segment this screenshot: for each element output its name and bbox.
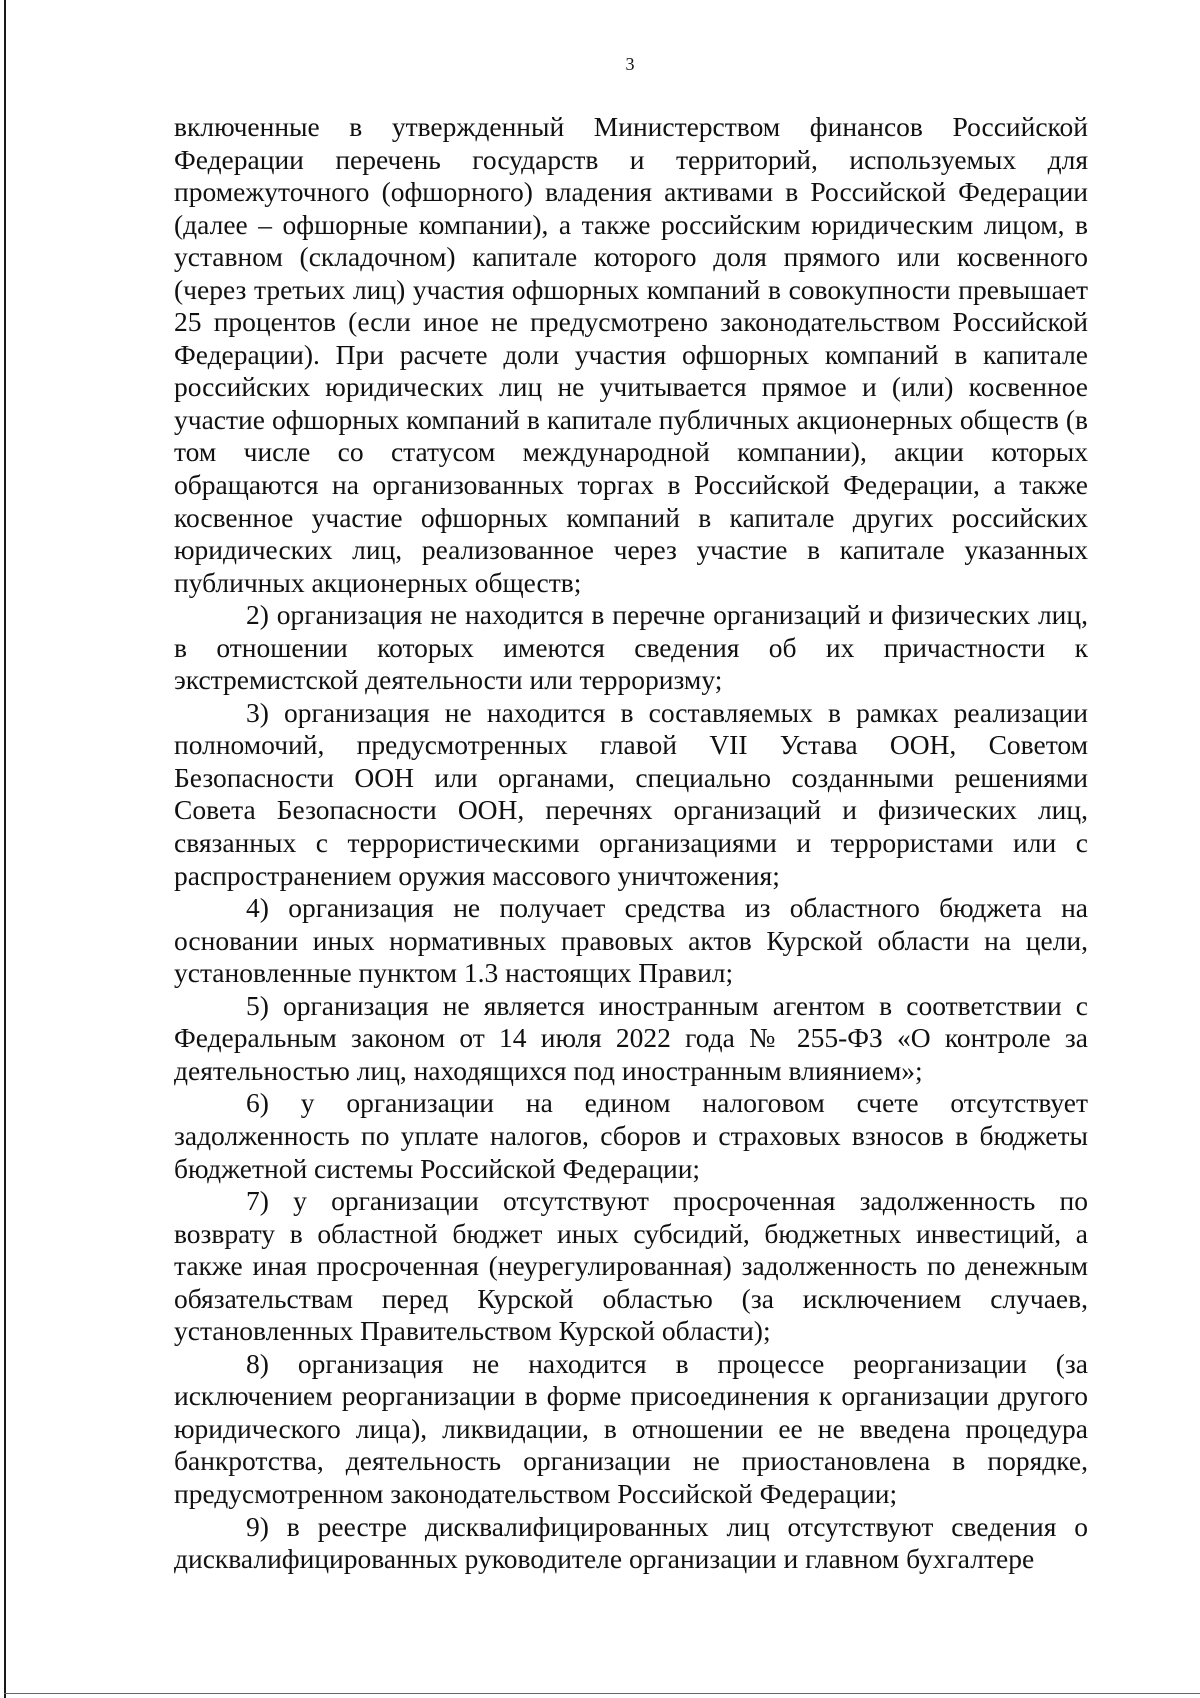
paragraph-item-2: 2) организация не находится в перечне организаций и физических лиц, в отношении которых имеются сведения об их причастности к экстремистской деятельности или терроризму; (174, 599, 1088, 696)
paragraph-item-3: 3) организация не находится в составляемых в рамках реализации полномочий, предусмотренных главой VII Устава ООН, Советом Безопасности ООН или органами, специально созданными решениями Совета Безопасности ООН, перечнях организаций и физических лиц, связанных с террористическими организациями и террористами или с распространением оружия массового уничтожения; (174, 696, 1088, 891)
paragraph-item-6: 6) у организации на едином налоговом счете отсутствует задолженность по уплате налогов, сборов и страховых взносов в бюджеты бюджетной системы Российской Федерации; (174, 1087, 1088, 1184)
scan-bottom-edge (4, 1693, 1200, 1694)
paragraph-continuation: включенные в утвержденный Министерством финансов Российской Федерации перечень государств и территорий, используемых для промежуточного (офшорного) владения активами в Российской Федерации (далее – офшорные компании), а также российским юридическим лицом, в уставном (складочном) капитале которого доля прямого или косвенного (через третьих лиц) участия офшорных компаний в совокупности превышает 25 процентов (если иное не предусмотрено законодательством Российской Федерации). При расчете доли участия офшорных компаний в капитале российских юридических лиц не учитывается прямое и (или) косвенное участие офшорных компаний в капитале публичных акционерных обществ (в том числе со статусом международной компании), акции которых обращаются на организованных торгах в Российской Федерации, а также косвенное участие офшорных компаний в капитале других российских юридических лиц, реализованное через участие в капитале указанных публичных акционерных обществ; (174, 111, 1088, 598)
scan-left-edge (4, 0, 6, 1698)
paragraph-item-8: 8) организация не находится в процессе реорганизации (за исключением реорганизации в форме присоединения к организации другого юридического лица), ликвидации, в отношении ее не введена процедура банкротства, деятельность организации не приостановлена в порядке, предусмотренном законодательством Российской Федерации; (174, 1347, 1088, 1509)
paragraph-item-7: 7) у организации отсутствуют просроченная задолженность по возврату в областной бюджет иных субсидий, бюджетных инвестиций, а также иная просроченная (неурегулированная) задолженность по денежным обязательствам перед Курской областью (за исключением случаев, установленных Правительством Курской области); (174, 1185, 1088, 1347)
page-number: 3 (625, 54, 635, 74)
paragraph-item-9: 9) в реестре дисквалифицированных лиц отсутствуют сведения о дисквалифицированных руководителе организации и главном бухгалтере (174, 1510, 1088, 1575)
paragraph-item-4: 4) организация не получает средства из областного бюджета на основании иных нормативных правовых актов Курской области на цели, установленные пунктом 1.3 настоящих Правил; (174, 892, 1088, 989)
document-body (174, 111, 1088, 1576)
paragraph-item-5: 5) организация не является иностранным агентом в соответствии с Федеральным законом от 14 июля 2022 года № 255-ФЗ «О контроле за деятельностью лиц, находящихся под иностранным влиянием»; (174, 989, 1088, 1086)
